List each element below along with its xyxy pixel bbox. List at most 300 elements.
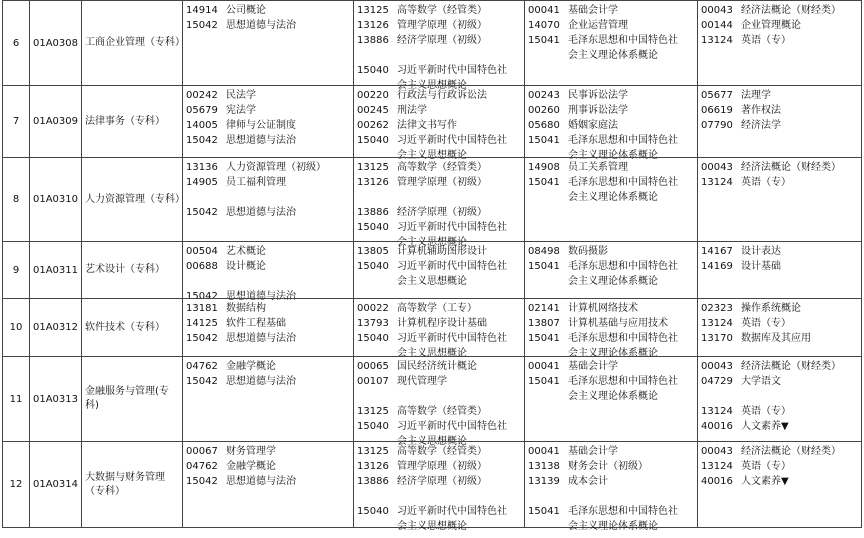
course-name: 思想道德与法治 (226, 291, 296, 302)
course-entry (701, 118, 861, 133)
course-name: 习近平新时代中国特色社 (397, 506, 507, 517)
course-name: 毛泽东思想和中国特色社 (568, 333, 678, 344)
course-name: 高等数学（经管类） (397, 162, 487, 173)
course-entry (186, 118, 353, 133)
course-entry (186, 474, 353, 489)
course-code: 00262 (357, 120, 389, 131)
course-name: 基础会计学 (568, 361, 618, 372)
row-number: 12 (9, 479, 23, 490)
course-entry (701, 419, 861, 434)
course-group (353, 357, 524, 447)
course-group (353, 242, 524, 298)
course-name: 数据结构 (226, 303, 266, 314)
course-code: 00245 (357, 105, 389, 116)
course-name: 财务管理学 (226, 446, 276, 457)
course-entry (357, 259, 524, 274)
course-entry (528, 274, 697, 289)
course-code: 13124 (701, 318, 733, 329)
course-group (524, 299, 697, 359)
course-name: 数码摄影 (568, 246, 608, 257)
course-entry (528, 244, 697, 259)
course-name: 会主义理论体系概论 (568, 521, 658, 532)
course-entry (357, 220, 524, 235)
course-entry (528, 359, 697, 374)
course-code: 15041 (528, 333, 560, 344)
course-name: 著作权法 (741, 105, 781, 116)
major-code: 01A0308 (29, 1, 81, 85)
course-code: 08498 (528, 246, 560, 257)
course-code: 00041 (528, 5, 560, 16)
course-entry (528, 48, 697, 63)
course-entry (357, 63, 524, 78)
course-name: 现代管理学 (397, 376, 447, 387)
course-name: 计算机网络技术 (568, 303, 638, 314)
course-entry (528, 103, 697, 118)
course-entry (528, 301, 697, 316)
course-entry (528, 3, 697, 18)
course-group (353, 299, 524, 359)
major-code: 01A0313 (29, 357, 81, 441)
table-row (3, 85, 861, 161)
course-name: 设计概论 (226, 261, 266, 272)
course-name: 刑事诉讼法学 (568, 105, 628, 116)
course-code: 13181 (186, 303, 218, 314)
course-group (182, 442, 353, 527)
course-entry (357, 118, 524, 133)
course-name: 毛泽东思想和中国特色社 (568, 135, 678, 146)
course-group (524, 1, 697, 85)
course-entry (357, 331, 524, 346)
course-name: 操作系统概论 (741, 303, 801, 314)
course-group (182, 158, 353, 241)
course-entry (186, 103, 353, 118)
course-code: 13793 (357, 318, 389, 329)
course-code: 15040 (357, 421, 389, 432)
course-group (182, 1, 353, 85)
course-name: 人文素养▼ (741, 421, 789, 432)
course-entry (357, 160, 524, 175)
course-name: 高等数学（经管类） (397, 406, 487, 417)
course-entry (701, 18, 861, 33)
course-name: 刑法学 (397, 105, 427, 116)
course-code: 13805 (357, 246, 389, 257)
course-name: 毛泽东思想和中国特色社 (568, 506, 678, 517)
course-entry (186, 205, 353, 220)
course-name: 员工关系管理 (568, 162, 628, 173)
course-entry (528, 316, 697, 331)
course-group (524, 242, 697, 298)
course-code: 14125 (186, 318, 218, 329)
course-name: 思想道德与法治 (226, 476, 296, 487)
course-entry (701, 33, 861, 48)
course-entry (528, 474, 697, 489)
course-name: 会主义思想概论 (397, 276, 467, 287)
course-entry (357, 3, 524, 18)
course-entry (357, 316, 524, 331)
course-entry (528, 259, 697, 274)
row-number: 9 (12, 264, 20, 276)
course-entry (186, 160, 353, 175)
course-name: 人力资源管理（初级） (226, 162, 326, 173)
course-entry (357, 504, 524, 519)
course-entry (528, 33, 697, 48)
course-name: 习近平新时代中国特色社 (397, 261, 507, 272)
course-code: 05677 (701, 90, 733, 101)
course-code: 15042 (186, 207, 218, 218)
course-code: 15042 (186, 135, 218, 146)
course-name: 高等数学（工专） (397, 303, 477, 314)
course-code: 14005 (186, 120, 218, 131)
course-code: 13125 (357, 5, 389, 16)
course-entry (701, 331, 861, 346)
course-group (697, 299, 861, 356)
course-code: 15042 (186, 20, 218, 31)
course-code: 15040 (357, 506, 389, 517)
course-entry (357, 359, 524, 374)
course-entry (357, 175, 524, 190)
course-code: 15042 (186, 333, 218, 344)
course-name: 英语（专） (741, 35, 791, 46)
course-code: 04762 (186, 461, 218, 472)
course-group (697, 158, 861, 241)
course-entry (528, 459, 697, 474)
course-entry (186, 316, 353, 331)
course-name: 英语（专） (741, 461, 791, 472)
course-group (353, 158, 524, 248)
course-entry (528, 374, 697, 389)
course-code: 00242 (186, 90, 218, 101)
course-name: 经济法概论（财经类） (741, 361, 841, 372)
course-name: 会主义思想概论 (397, 348, 467, 359)
course-code: 13124 (701, 35, 733, 46)
course-code: 13886 (357, 207, 389, 218)
course-name: 基础会计学 (568, 5, 618, 16)
course-code: 00022 (357, 303, 389, 314)
major-name: 法律事务（专科） (81, 86, 182, 157)
course-code: 00065 (357, 361, 389, 372)
course-entry (357, 205, 524, 220)
course-name: 计算机程序设计基础 (397, 318, 487, 329)
course-entry (528, 190, 697, 205)
course-name: 会主义理论体系概论 (568, 192, 658, 203)
course-name: 思想道德与法治 (226, 135, 296, 146)
course-name: 经济法概论（财经类） (741, 5, 841, 16)
course-entry (357, 301, 524, 316)
course-name: 经济学原理（初级） (397, 207, 487, 218)
major-code: 01A0314 (29, 442, 81, 527)
course-name: 会主义理论体系概论 (568, 348, 658, 359)
course-code: 00243 (528, 90, 560, 101)
course-name: 数据库及其应用 (741, 333, 811, 344)
course-name: 行政法与行政诉讼法 (397, 90, 487, 101)
course-code: 04762 (186, 361, 218, 372)
course-group (353, 86, 524, 161)
course-name: 设计表达 (741, 246, 781, 257)
course-name: 英语（专） (741, 406, 791, 417)
course-code: 13136 (186, 162, 218, 173)
course-entry (357, 88, 524, 103)
course-entry (186, 133, 353, 148)
course-code: 02323 (701, 303, 733, 314)
course-name: 经济法概论（财经类） (741, 446, 841, 457)
course-code: 15040 (357, 261, 389, 272)
course-entry (357, 133, 524, 148)
course-name: 毛泽东思想和中国特色社 (568, 177, 678, 188)
course-code: 15042 (186, 376, 218, 387)
table-row (3, 157, 861, 248)
course-entry (357, 404, 524, 419)
course-name: 经济学原理（初级） (397, 476, 487, 487)
course-code: 00220 (357, 90, 389, 101)
course-code: 00688 (186, 261, 218, 272)
course-name: 设计基础 (741, 261, 781, 272)
course-code: 15040 (357, 222, 389, 233)
course-name: 法律文书写作 (397, 120, 457, 131)
course-group (697, 357, 861, 441)
course-name: 管理学原理（初级） (397, 177, 487, 188)
course-entry (528, 18, 697, 33)
course-entry (701, 474, 861, 489)
course-code: 04729 (701, 376, 733, 387)
course-code: 00041 (528, 361, 560, 372)
course-name: 大学语文 (741, 376, 781, 387)
course-name: 会主义理论体系概论 (568, 50, 658, 61)
course-code: 15041 (528, 135, 560, 146)
course-name: 民事诉讼法学 (568, 90, 628, 101)
course-entry (701, 444, 861, 459)
course-entry (528, 118, 697, 133)
course-entry (186, 175, 353, 190)
course-name: 律师与公证制度 (226, 120, 296, 131)
course-code: 15040 (357, 135, 389, 146)
course-code: 06619 (701, 105, 733, 116)
major-name: 工商企业管理（专科） (81, 1, 182, 85)
course-code: 00043 (701, 162, 733, 173)
major-name: 人力资源管理（专科） (81, 158, 182, 241)
course-name: 毛泽东思想和中国特色社 (568, 35, 678, 46)
course-entry (701, 301, 861, 316)
course-entry (186, 459, 353, 474)
course-code: 15041 (528, 506, 560, 517)
course-name: 法理学 (741, 90, 771, 101)
table-row (3, 356, 861, 447)
course-entry (186, 259, 353, 274)
course-name: 毛泽东思想和中国特色社 (568, 261, 678, 272)
table-row (3, 298, 861, 359)
course-code: 13125 (357, 446, 389, 457)
course-code: 14914 (186, 5, 218, 16)
course-name: 公司概论 (226, 5, 266, 16)
course-entry (186, 444, 353, 459)
course-code: 13126 (357, 461, 389, 472)
row-number: 6 (12, 37, 20, 49)
row-number: 10 (9, 322, 23, 333)
course-entry (528, 88, 697, 103)
course-code: 13126 (357, 20, 389, 31)
course-group (697, 242, 861, 298)
table-row (3, 241, 861, 302)
course-name: 员工福利管理 (226, 177, 286, 188)
course-name: 会主义思想概论 (397, 80, 467, 91)
course-code: 00144 (701, 20, 733, 31)
course-group (182, 357, 353, 441)
course-name: 计算机辅助图形设计 (397, 246, 487, 257)
course-code: 07790 (701, 120, 733, 131)
course-name: 金融学概论 (226, 361, 276, 372)
course-code: 15040 (357, 333, 389, 344)
course-code: 13124 (701, 406, 733, 417)
course-code: 13886 (357, 476, 389, 487)
course-entry (701, 3, 861, 18)
course-code: 15040 (357, 65, 389, 76)
course-entry (186, 331, 353, 346)
course-entry (528, 504, 697, 519)
course-entry (528, 133, 697, 148)
course-name: 会主义思想概论 (397, 521, 467, 532)
course-group (697, 86, 861, 157)
course-code: 13886 (357, 35, 389, 46)
course-entry (528, 331, 697, 346)
course-entry (357, 474, 524, 489)
course-name: 习近平新时代中国特色社 (397, 65, 507, 76)
major-name: 大数据与财务管理（专科） (81, 442, 182, 527)
major-code: 01A0309 (29, 86, 81, 157)
course-group (353, 1, 524, 91)
course-group (524, 86, 697, 161)
course-name: 习近平新时代中国特色社 (397, 222, 507, 233)
course-entry (357, 444, 524, 459)
course-code: 00041 (528, 446, 560, 457)
course-entry (701, 244, 861, 259)
course-name: 英语（专） (741, 318, 791, 329)
course-code: 13138 (528, 461, 560, 472)
course-code: 40016 (701, 421, 733, 432)
course-group (697, 442, 861, 527)
course-name: 会主义理论体系概论 (568, 150, 658, 161)
course-name: 会主义思想概论 (397, 237, 467, 248)
course-name: 企业运营管理 (568, 20, 628, 31)
course-code: 14070 (528, 20, 560, 31)
course-entry (186, 359, 353, 374)
major-name: 金融服务与管理(专科) (81, 357, 182, 441)
course-entry (701, 259, 861, 274)
course-code: 02141 (528, 303, 560, 314)
course-name: 企业管理概论 (741, 20, 801, 31)
course-entry (701, 459, 861, 474)
course-code: 15042 (186, 476, 218, 487)
course-code: 14169 (701, 261, 733, 272)
course-name: 习近平新时代中国特色社 (397, 135, 507, 146)
course-entry (357, 519, 524, 534)
course-code: 15041 (528, 35, 560, 46)
course-entry (701, 88, 861, 103)
course-code: 05679 (186, 105, 218, 116)
course-code: 14905 (186, 177, 218, 188)
course-entry (701, 103, 861, 118)
course-entry (357, 374, 524, 389)
course-code: 14908 (528, 162, 560, 173)
course-entry (528, 444, 697, 459)
course-entry (528, 519, 697, 534)
course-name: 毛泽东思想和中国特色社 (568, 376, 678, 387)
course-name: 金融学概论 (226, 461, 276, 472)
course-entry (186, 3, 353, 18)
course-group (182, 86, 353, 157)
course-entry (186, 301, 353, 316)
course-entry (701, 160, 861, 175)
course-name: 高等数学（经管类） (397, 5, 487, 16)
course-name: 经济法概论（财经类） (741, 162, 841, 173)
course-name: 艺术概论 (226, 246, 266, 257)
course-entry (186, 374, 353, 389)
course-name: 习近平新时代中国特色社 (397, 421, 507, 432)
course-code: 40016 (701, 476, 733, 487)
course-code: 00260 (528, 105, 560, 116)
course-entry (528, 160, 697, 175)
course-code: 15041 (528, 177, 560, 188)
row-number: 11 (9, 393, 23, 405)
course-name: 习近平新时代中国特色社 (397, 333, 507, 344)
course-name: 会主义理论体系概论 (568, 276, 658, 287)
course-entry (357, 244, 524, 259)
course-name: 思想道德与法治 (226, 376, 296, 387)
course-name: 宪法学 (226, 105, 256, 116)
course-name: 国民经济统计概论 (397, 361, 477, 372)
course-name: 经济学原理（初级） (397, 35, 487, 46)
course-entry (528, 175, 697, 190)
course-entry (701, 316, 861, 331)
course-code: 15041 (528, 261, 560, 272)
course-code: 15041 (528, 376, 560, 387)
course-name: 成本会计 (568, 476, 608, 487)
course-name: 计算机基础与应用技术 (568, 318, 668, 329)
course-code: 00504 (186, 246, 218, 257)
course-entry (701, 359, 861, 374)
course-group (524, 442, 697, 532)
course-entry (528, 389, 697, 404)
course-name: 婚姻家庭法 (568, 120, 618, 131)
course-name: 思想道德与法治 (226, 207, 296, 218)
course-group (524, 357, 697, 441)
course-code: 13124 (701, 177, 733, 188)
course-name: 软件工程基础 (226, 318, 286, 329)
course-group (353, 442, 524, 532)
course-code: 05680 (528, 120, 560, 131)
course-name: 经济法学 (741, 120, 781, 131)
course-code: 13807 (528, 318, 560, 329)
course-entry (701, 374, 861, 389)
course-name: 财务会计（初级） (568, 461, 648, 472)
major-code: 01A0312 (29, 299, 81, 356)
course-name: 人文素养▼ (741, 476, 789, 487)
course-name: 会主义思想概论 (397, 436, 467, 447)
course-name: 民法学 (226, 90, 256, 101)
course-entry (357, 274, 524, 289)
course-entry (186, 88, 353, 103)
course-code: 13139 (528, 476, 560, 487)
course-name: 思想道德与法治 (226, 20, 296, 31)
course-entry (701, 404, 861, 419)
course-name: 英语（专） (741, 177, 791, 188)
course-code: 13126 (357, 177, 389, 188)
course-entry (357, 459, 524, 474)
course-code: 13170 (701, 333, 733, 344)
course-code: 14167 (701, 246, 733, 257)
course-entry (701, 175, 861, 190)
course-group (182, 242, 353, 302)
table-row (3, 0, 861, 91)
table-row (3, 441, 861, 532)
